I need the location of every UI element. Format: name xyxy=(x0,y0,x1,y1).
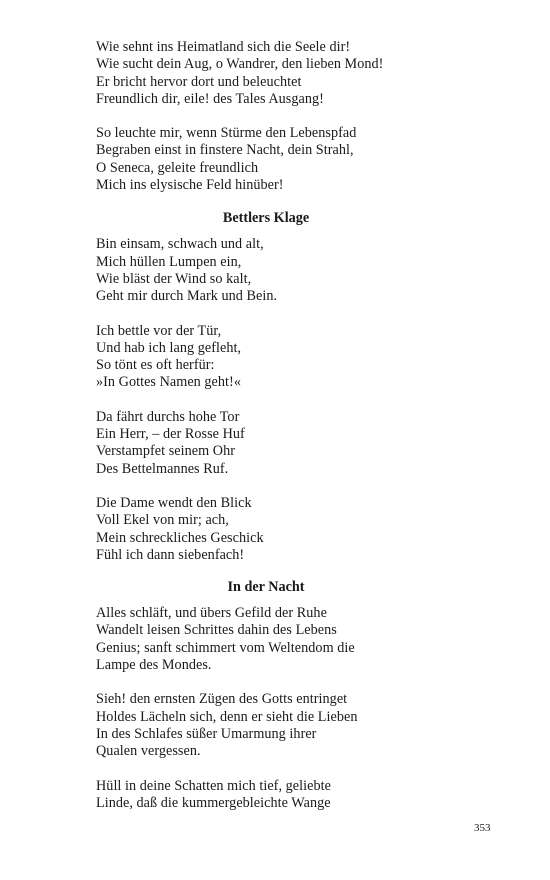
verse-line: Des Bettelmannes Ruf. xyxy=(96,460,229,477)
verse-line: Die Dame wendt den Blick xyxy=(96,494,252,511)
verse-line: Geht mir durch Mark und Bein. xyxy=(96,288,278,305)
verse-line: Fühl ich dann siebenfach! xyxy=(96,546,245,563)
verse-line: Voll Ekel von mir; ach, xyxy=(96,512,229,529)
stanza xyxy=(96,691,436,760)
stanza xyxy=(96,125,436,194)
verse-line: Mich ins elysische Feld hinüber! xyxy=(96,177,284,194)
verse-line: Begraben einst in finstere Nacht, dein Strahl, xyxy=(96,142,354,159)
verse-line: Bin einsam, schwach und alt, xyxy=(96,236,264,253)
verse-line: Wandelt leisen Schrittes dahin des Lebens xyxy=(96,622,337,639)
verse-line: Ich bettle vor der Tür, xyxy=(96,322,222,339)
verse-line: Genius; sanft schimmert vom Weltendom die xyxy=(96,639,355,656)
stanza xyxy=(96,778,436,813)
verse-line: Qualen vergessen. xyxy=(96,743,201,760)
verse-line: So tönt es oft herfür: xyxy=(96,357,215,374)
verse-line: »In Gottes Namen geht!« xyxy=(96,374,241,391)
verse-line: O Seneca, geleite freundlich xyxy=(96,159,259,176)
verse-line: Freundlich dir, eile! des Tales Ausgang! xyxy=(96,90,324,107)
poem-bettlers-klage xyxy=(96,236,436,564)
verse-line: Mich hüllen Lumpen ein, xyxy=(96,253,242,270)
verse-line: Und hab ich lang gefleht, xyxy=(96,339,242,356)
verse-line: In des Schlafes süßer Umarmung ihrer xyxy=(96,725,317,742)
stanza xyxy=(96,495,436,564)
stanza xyxy=(96,236,436,305)
verse-line: Linde, daß die kummergebleichte Wange xyxy=(96,794,331,811)
verse-line: Er bricht hervor dort und beleuchtet xyxy=(96,73,302,90)
verse-line: Holdes Lächeln sich, denn er sieht die Lieben xyxy=(96,708,358,725)
verse-line: So leuchte mir, wenn Stürme den Lebenspfad xyxy=(96,125,357,142)
stanza xyxy=(96,409,436,478)
page-number: 353 xyxy=(474,822,491,834)
verse-line: Verstampfet seinem Ohr xyxy=(96,443,235,460)
verse-line: Alles schläft, und übers Gefild der Ruhe xyxy=(96,605,327,622)
book-page-text xyxy=(96,39,436,812)
verse-line: Lampe des Mondes. xyxy=(96,657,212,674)
stanza xyxy=(96,39,436,108)
verse-line: Da fährt durchs hohe Tor xyxy=(96,408,240,425)
verse-line: Wie sucht dein Aug, o Wandrer, den lieben Mond! xyxy=(96,56,384,73)
stanza xyxy=(96,323,436,392)
poem-title: In der Nacht xyxy=(227,579,305,596)
poem-continuation xyxy=(96,39,436,194)
verse-line: Hüll in deine Schatten mich tief, geliebte xyxy=(96,777,331,794)
verse-line: Wie bläst der Wind so kalt, xyxy=(96,270,252,287)
poem-in-der-nacht xyxy=(96,605,436,812)
verse-line: Sieh! den ernsten Zügen des Gotts entringet xyxy=(96,691,348,708)
verse-line: Wie sehnt ins Heimatland sich die Seele dir! xyxy=(96,39,351,55)
stanza xyxy=(96,605,436,674)
verse-line: Mein schreckliches Geschick xyxy=(96,529,264,546)
poem-title: Bettlers Klage xyxy=(222,210,310,227)
verse-line: Ein Herr, – der Rosse Huf xyxy=(96,426,245,443)
